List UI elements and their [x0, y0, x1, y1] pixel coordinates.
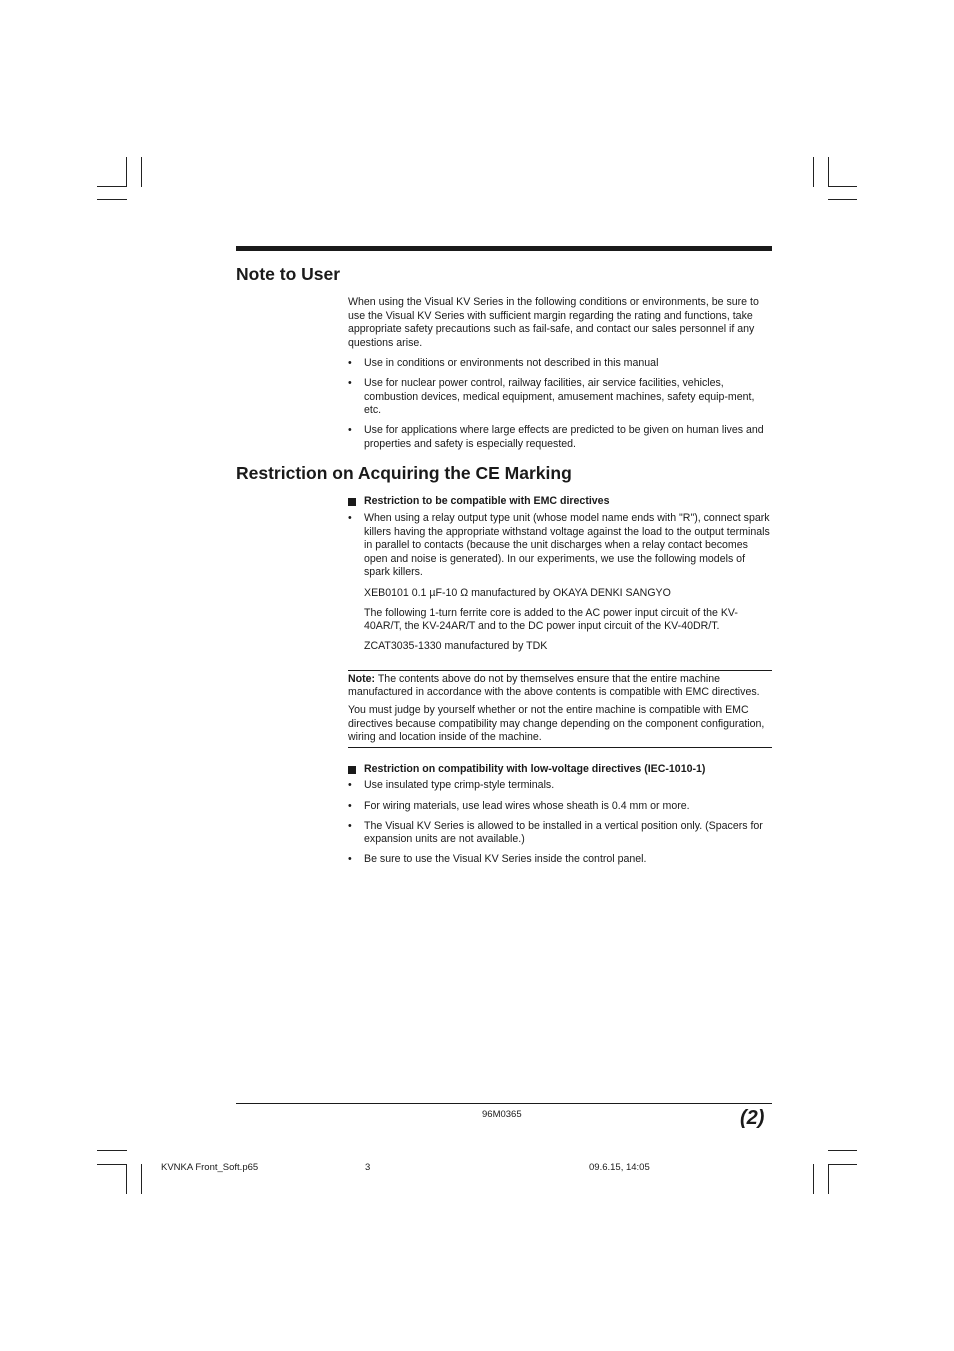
note-bullet-list	[348, 357, 772, 452]
list-item: • Use for applications where large effects are predicted to be given on human lives and properties and safety is especially requested.	[348, 424, 772, 451]
emc-bullet-list	[348, 512, 772, 580]
ce-marking-body	[348, 495, 772, 866]
slug-timestamp: 09.6.15, 14:05	[589, 1162, 650, 1173]
note-paragraph	[348, 673, 772, 700]
crop-mark	[813, 1164, 814, 1194]
ferrite-core-text: The following 1-turn ferrite core is added to the AC power input circuit of the KV-40AR/T, the KV-24AR/T and to the DC power input circuit of the KV-40DR/T.	[364, 606, 738, 633]
footer-rule	[236, 1103, 772, 1104]
low-voltage-subheading: Restriction on compatibility with low-voltage directives (IEC-1010-1)	[348, 763, 772, 777]
crop-mark	[828, 199, 857, 200]
crop-mark	[828, 1164, 829, 1194]
list-item: • Use insulated type crimp-style terminals.	[348, 779, 772, 793]
note-to-user-body	[348, 296, 772, 451]
list-item: • Use for nuclear power control, railway facilities, air service facilities, vehicles, combustion devices, medical equipment, amusement machines, safety equip-ment, etc.	[348, 377, 772, 418]
crop-mark	[126, 1164, 127, 1194]
spark-killer-model: XEB0101 0.1 µF-10 Ω manufactured by OKAYA DENKI SANGYO	[364, 586, 671, 599]
crop-mark	[828, 157, 829, 187]
ferrite-core-model: ZCAT3035-1330 manufactured by TDK	[364, 640, 548, 653]
note-to-user-heading: Note to User	[236, 264, 341, 284]
crop-mark	[828, 186, 857, 187]
slug-file-name: KVNKA Front_Soft.p65	[161, 1162, 259, 1173]
note-label: Note:	[348, 672, 376, 685]
crop-mark	[813, 157, 814, 187]
section-rule	[236, 246, 772, 251]
note-box	[348, 670, 772, 748]
list-item: • Be sure to use the Visual KV Series inside the control panel.	[348, 853, 772, 867]
crop-mark	[97, 186, 127, 187]
crop-mark	[828, 1164, 857, 1165]
crop-mark	[141, 1164, 142, 1194]
crop-mark	[141, 157, 142, 187]
crop-mark	[126, 157, 127, 187]
note-intro: When using the Visual KV Series in the following conditions or environments, be sure to use the Visual KV Series with sufficient margin regarding the rating and functions, take appropriate safety precautions such as fail-safe, and contact our sales personnel if any questions arise.	[348, 296, 759, 349]
slug-sheet-number: 3	[365, 1162, 371, 1173]
list-item: • For wiring materials, use lead wires whose sheath is 0.4 mm or more.	[348, 800, 772, 814]
page-content	[236, 246, 772, 867]
note-text: The contents above do not by themselves ensure that the entire machine manufactured in accordance with the above contents is compatible with EMC directives.	[348, 672, 760, 699]
page-number: (2)	[740, 1107, 765, 1129]
crop-mark	[97, 1164, 127, 1165]
low-voltage-bullet-list	[348, 779, 772, 866]
document-code: 96M0365	[482, 1109, 522, 1120]
crop-mark	[97, 1150, 127, 1151]
note-paragraph-2: You must judge by yourself whether or not the entire machine is compatible with EMC directives because compatibility may change depending on the component configuration, wiring and location inside of the machine.	[348, 704, 765, 744]
crop-mark	[97, 199, 127, 200]
list-item: • Use in conditions or environments not described in this manual	[348, 357, 772, 371]
list-item: • When using a relay output type unit (whose model name ends with "R"), connect spark killers having the appropriate withstand voltage against the load to the output terminals in parallel to contacts (because the unit discharges when a relay contact becomes open and noise is generated). In our experiments, we use the following models of spark killers.	[348, 512, 772, 580]
list-item: • The Visual KV Series is allowed to be installed in a vertical position only. (Spacers for expansion units are not available.)	[348, 820, 772, 847]
crop-mark	[828, 1150, 857, 1151]
emc-subheading: Restriction to be compatible with EMC directives	[348, 495, 772, 509]
ce-marking-heading: Restriction on Acquiring the CE Marking	[236, 463, 572, 484]
